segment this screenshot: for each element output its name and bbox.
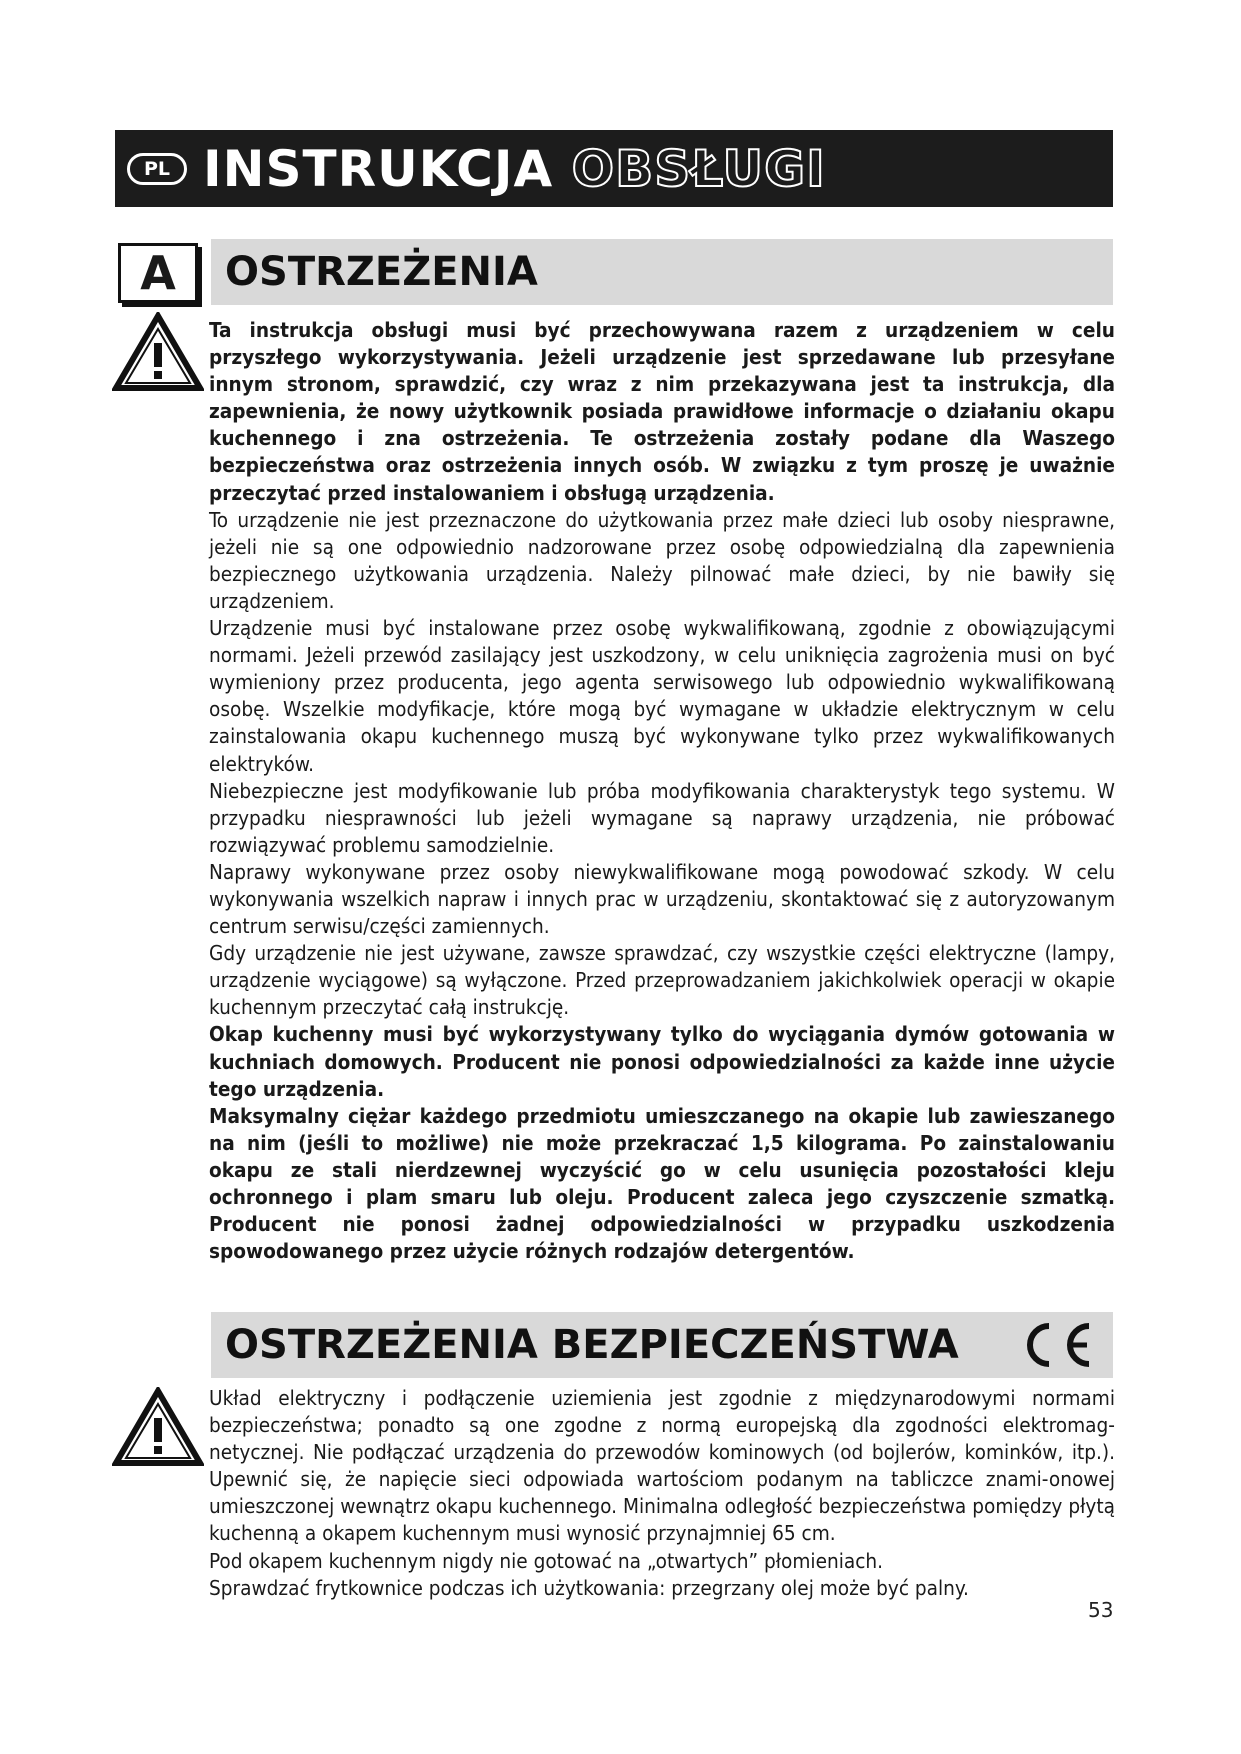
paragraph: Okap kuchenny musi być wykorzystywany tylko do wyciągania dymów gotowania w kuchniach domowych. Producent nie ponosi odpowiedzialności za każde inne użycie tego urządzenia. xyxy=(209,1022,1115,1101)
warning-triangle-icon xyxy=(112,1387,204,1467)
page-title-part2: OBSŁUGI xyxy=(571,139,826,198)
section-letter-badge: A xyxy=(118,243,198,303)
paragraph: Maksymalny ciężar każdego przedmiotu umieszczanego na okapie lub zawieszanego na nim (jeśli to możliwe) nie może przekraczać 1,5 kilograma. Po zainstalowaniu okapu ze stali nierdzewnej wyczyścić go w celu usunięcia pozostałości kleju ochronnego i plam smaru lub oleju. Producent zaleca jego czyszczenie szmatką. Producent nie ponosi żadnej odpowiedzialności w przypadku uszkodzenia spowodowanego przez użycie różnych rodzajów detergentów. xyxy=(209,1103,1115,1264)
paragraph: Gdy urządzenie nie jest używane, zawsze sprawdzać, czy wszystkie części elektryczne (lampy, urządzenie wyciągowe) są wyłączone. Przed przeprowadzaniem jakichkolwiek operacji w okapie kuchennym przeczytać całą instrukcję. xyxy=(209,941,1115,1020)
paragraph: To urządzenie nie jest przeznaczone do użytkowania przez małe dzieci lub osoby niesprawne, jeżeli nie są one odpowiednio nadzorowane przez osobę odpowiedzialną dla zapewnienia bezpiecznego użytkowania urządzenia. Należy pilnować małe dzieci, by nie bawiły się urządzeniem. xyxy=(209,507,1115,613)
paragraph: Ta instrukcja obsługi musi być przechowywana razem z urządzeniem w celu przyszłego wykorzystywania. Jeżeli urządzenie jest sprzedawane lub przesyłane innym stronom, sprawdzić, czy wraz z nim przekazywana jest ta instrukcja, dla zapewnienia, że nowy użytkownik posiada prawidłowe informacje o działaniu okapu kuchennego i zna ostrzeżenia. Te ostrzeżenia zostały podane dla Waszego bezpieczeństwa oraz ostrzeżenia innych osób. W związku z tym proszę je uważnie przeczytać przed instalowaniem i obsługą urządzenia. xyxy=(209,318,1115,505)
paragraph: Układ elektryczny i podłączenie uziemienia jest zgodnie z międzynarodowymi normami bezpieczeństwa; ponadto są one zgodne z normą europejską dla zgodności elektromag-netycznej. Nie podłączać urządzenia do przewodów kominowych (od bojlerów, kominków, itp.). Upewnić się, że napięcie sieci odpowiada wartościom podanym na tabliczce znami-onowej umieszczonej wewnątrz okapu kuchennego. Minimalna odległość bezpieczeństwa pomiędzy płytą kuchenną a okapem kuchennym musi wynosić przynajmniej 65 cm. xyxy=(209,1386,1115,1546)
manual-header-bar xyxy=(115,130,1113,207)
section-a-title: OSTRZEŻENIA xyxy=(225,249,538,295)
language-badge: PL xyxy=(127,153,187,185)
page-title xyxy=(203,140,826,198)
page-number: 53 xyxy=(1088,1598,1114,1622)
section-a-body xyxy=(209,317,1115,1265)
section-a-heading-bar xyxy=(211,239,1113,305)
section-b-title: OSTRZEŻENIA BEZPIECZEŃSTWA xyxy=(225,1322,959,1368)
ce-mark-icon xyxy=(1019,1320,1095,1370)
paragraph: Sprawdzać frytkownice podczas ich użytkowania: przegrzany olej może być palny. xyxy=(209,1575,969,1600)
paragraph: Urządzenie musi być instalowane przez osobę wykwalifikowaną, zgodnie z obowiązującymi normami. Jeżeli przewód zasilający jest uszkodzony, w celu uniknięcia zagrożenia musi on być wymieniony przez producenta, jego agenta serwisowego lub odpowiednio wykwalifikowaną osobę. Wszelkie modyfikacje, które mogą być wymagane w układzie elektrycznym w celu zainstalowania okapu kuchennego muszą być wykonywane tylko przez wykwalifikowanych elektryków. xyxy=(209,616,1115,776)
warning-triangle-icon xyxy=(112,312,204,392)
section-b-heading-bar xyxy=(211,1312,1113,1378)
page-title-part1: INSTRUKCJA xyxy=(203,139,554,198)
paragraph: Naprawy wykonywane przez osoby niewykwalifikowane mogą powodować szkody. W celu wykonywania wszelkich napraw i innych prac w urządzeniu, skontaktować się z autoryzowanym centrum serwisu/części zamiennych. xyxy=(209,859,1115,939)
section-b-body xyxy=(209,1385,1115,1602)
paragraph: Pod okapem kuchennym nigdy nie gotować na „otwartych” płomieniach. xyxy=(209,1548,884,1573)
paragraph: Niebezpieczne jest modyfikowanie lub próba modyfikowania charakterystyk tego systemu. W przypadku niesprawności lub jeżeli wymagane są naprawy urządzenia, nie próbować rozwiązywać problemu samodzielnie. xyxy=(209,778,1115,857)
